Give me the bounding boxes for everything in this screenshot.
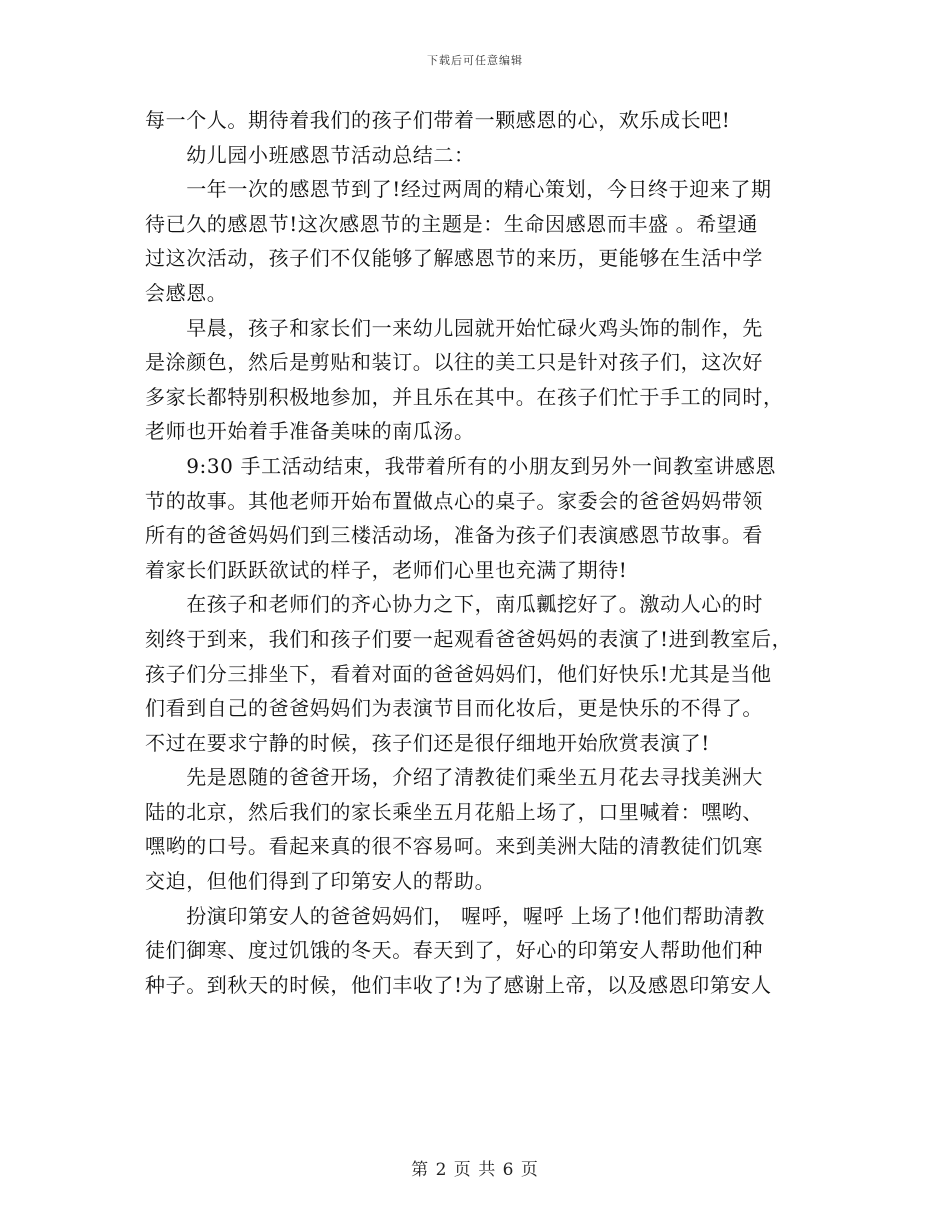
text-line: 老师也开始着手准备美味的南瓜汤。 xyxy=(145,419,475,444)
text-line: 每一个人。期待着我们的孩子们带着一颗感恩的心，欢乐成长吧! xyxy=(145,108,731,132)
text-line: 待已久的感恩节!这次感恩节的主题是：生命因感恩而丰盛 。希望通 xyxy=(145,211,758,236)
text-line: 节的故事。其他老师开始布置做点心的桌子。家委会的爸爸妈妈带领 xyxy=(145,488,763,513)
document-body xyxy=(145,103,810,1002)
page-header: 下载后可任意编辑 xyxy=(427,54,523,67)
text-line: 交迫，但他们得到了印第安人的帮助。 xyxy=(145,869,496,894)
text-line: 先是恩随的爸爸开场，介绍了清教徒们乘坐五月花去寻找美洲大 xyxy=(145,765,763,790)
text-line: 种子。到秋天的时候，他们丰收了!为了感谢上帝，以及感恩印第安人 xyxy=(145,972,772,997)
text-line: 在孩子和老师们的齐心协力之下，南瓜瓤挖好了。激动人心的时 xyxy=(145,592,763,617)
text-line: 不过在要求宁静的时候，孩子们还是很仔细地开始欣赏表演了! xyxy=(145,730,710,755)
text-line: 孩子们分三排坐下，看着对面的爸爸妈妈们，他们好快乐!尤其是当他 xyxy=(145,661,772,686)
text-line: 们看到自己的爸爸妈妈们为表演节目而化妆后，更是快乐的不得了。 xyxy=(145,696,763,721)
text-line: 幼儿园小班感恩节活动总结二： xyxy=(145,142,475,167)
text-line: 嘿哟的口号。看起来真的很不容易呵。来到美洲大陆的清教徒们饥寒 xyxy=(145,834,763,859)
text-line: 过这次活动，孩子们不仅能够了解感恩节的来历，更能够在生活中学 xyxy=(145,246,763,271)
text-line: 早晨，孩子和家长们一来幼儿园就开始忙碌火鸡头饰的制作，先 xyxy=(145,315,763,340)
text-line: 着家长们跃跃欲试的样子，老师们心里也充满了期待! xyxy=(145,557,628,582)
text-line: 刻终于到来，我们和孩子们要一起观看爸爸妈妈的表演了!进到教室后， xyxy=(145,626,793,651)
text-line: 一年一次的感恩节到了!经过两周的精心策划，今日终于迎来了期 xyxy=(145,177,772,202)
text-line: 会感恩。 xyxy=(145,280,228,305)
text-line: 徒们御寒、度过饥饿的冬天。春天到了，好心的印第安人帮助他们种 xyxy=(145,938,763,963)
text-line: 是涂颜色，然后是剪贴和装订。以往的美工只是针对孩子们，这次好 xyxy=(145,350,763,375)
text-line: 扮演印第安人的爸爸妈妈们， 喔呼，喔呼 上场了!他们帮助清教 xyxy=(145,903,765,928)
text-line: 多家长都特别积极地参加，并且乐在其中。在孩子们忙于手工的同时， xyxy=(145,384,784,409)
text-line: 9:30 手工活动结束，我带着所有的小朋友到另外一间教室讲感恩 xyxy=(145,453,777,478)
page-footer: 第 2 页 共 6 页 xyxy=(411,1160,539,1180)
text-line: 陆的北京，然后我们的家长乘坐五月花船上场了，口里喊着：嘿哟、 xyxy=(145,799,763,824)
text-line: 所有的爸爸妈妈们到三楼活动场，准备为孩子们表演感恩节故事。看 xyxy=(145,523,763,548)
